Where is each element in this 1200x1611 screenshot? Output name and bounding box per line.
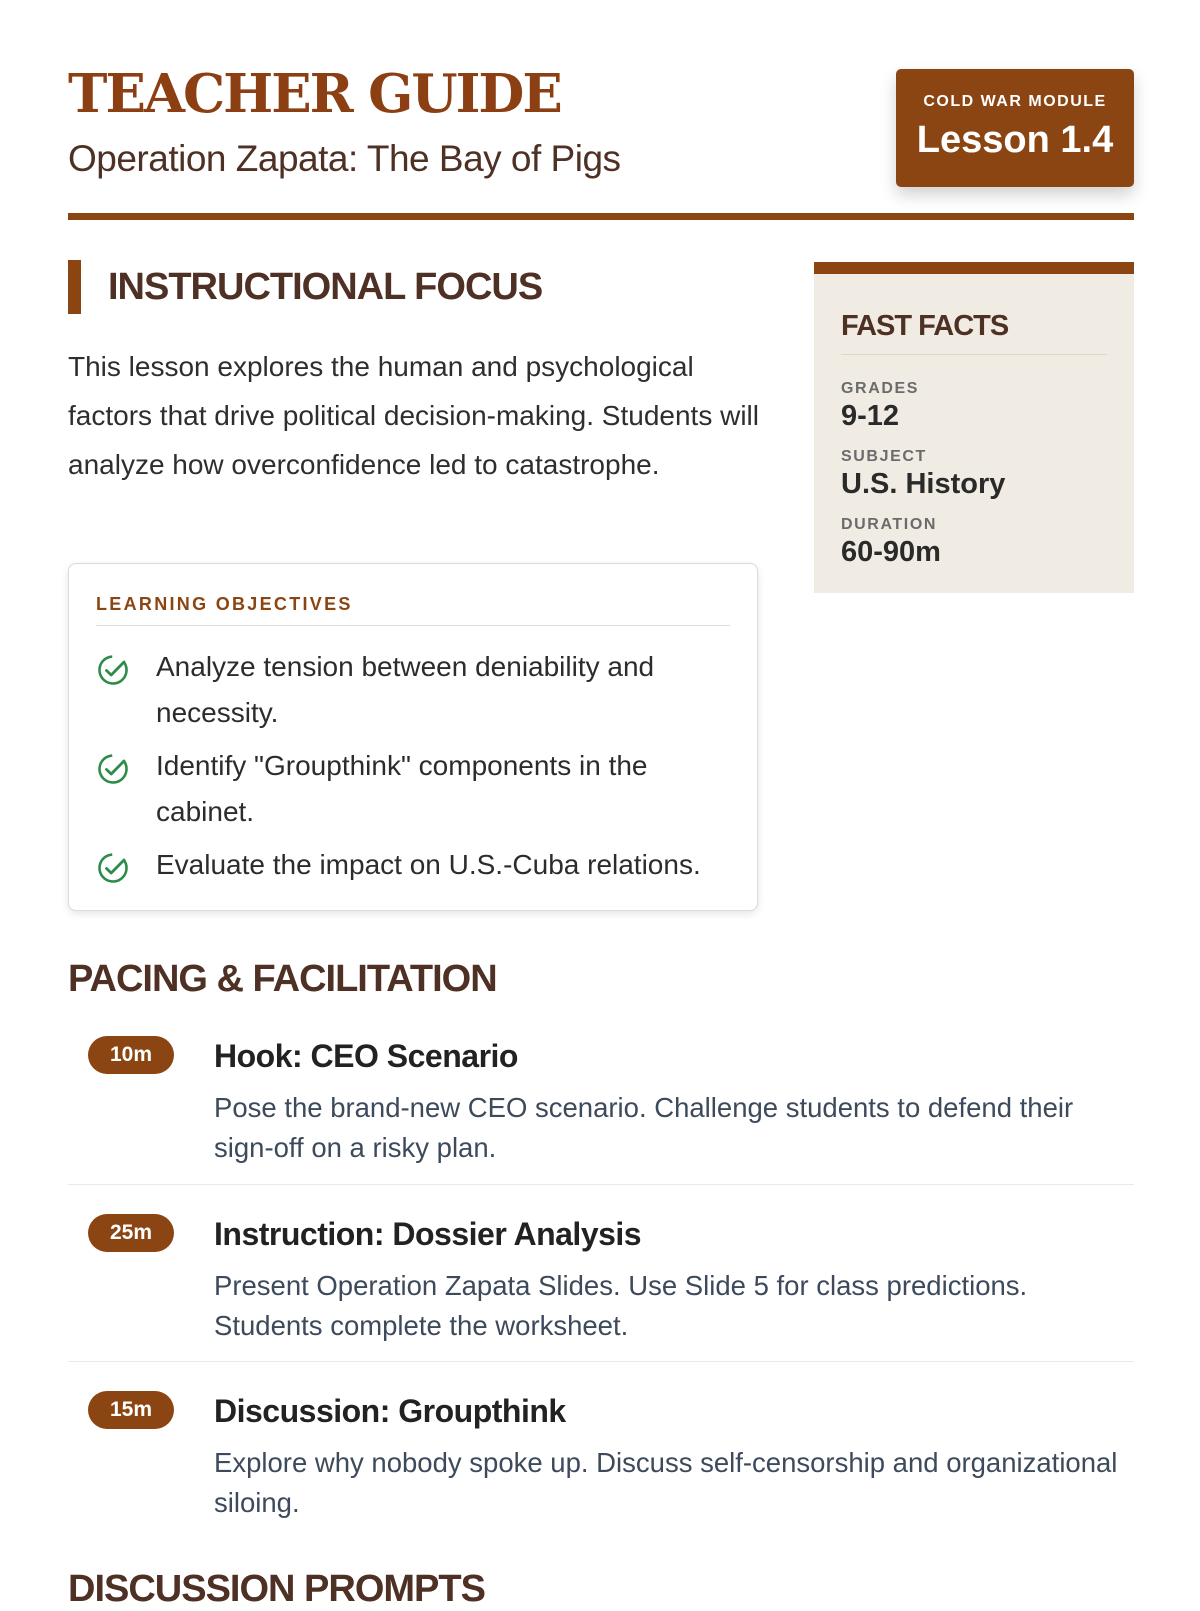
- step-description: Pose the brand-new CEO scenario. Challenge students to defend their sign-off on a risky plan.: [214, 1092, 1074, 1163]
- heading-accent-bar: [68, 260, 81, 314]
- header-divider: [68, 213, 1134, 220]
- pacing-heading: PACING & FACILITATION: [68, 958, 497, 1000]
- objective-item: [96, 743, 736, 835]
- objective-text: Evaluate the impact on U.S.-Cuba relations.: [156, 849, 701, 880]
- fast-facts-divider: [841, 354, 1107, 355]
- step-description: Present Operation Zapata Slides. Use Slide 5 for class predictions. Students complete the worksheet.: [214, 1270, 1028, 1341]
- lesson-number: Lesson 1.4: [916, 119, 1114, 161]
- step-divider: [68, 1184, 1134, 1185]
- objective-item: [96, 644, 736, 736]
- objective-text: Analyze tension between deniability and necessity.: [156, 651, 655, 728]
- instructional-focus-section: [68, 260, 760, 489]
- fast-facts-panel: [814, 262, 1134, 593]
- objective-text: Identify "Groupthink" components in the cabinet.: [156, 750, 648, 827]
- fact-value-subject: U.S. History: [841, 468, 1006, 500]
- objectives-list: [96, 644, 736, 895]
- check-circle-icon: [96, 653, 130, 687]
- fast-facts-accent-bar: [814, 262, 1134, 274]
- objectives-divider: [96, 625, 730, 626]
- check-circle-icon: [96, 851, 130, 885]
- learning-objectives-card: [68, 563, 758, 911]
- objective-item: [96, 842, 736, 888]
- fact-value-duration: 60-90m: [841, 536, 941, 568]
- check-circle-icon: [96, 752, 130, 786]
- page-subtitle: Operation Zapata: The Bay of Pigs: [68, 138, 621, 179]
- step-title: Discussion: Groupthink: [214, 1393, 566, 1429]
- time-badge: 15m: [88, 1391, 174, 1429]
- fact-value-grades: 9-12: [841, 400, 900, 432]
- focus-description: This lesson explores the human and psychological factors that drive political decision-making. Students will analyze how overconfidence led to catastrophe.: [68, 351, 759, 480]
- lesson-badge: [896, 69, 1134, 187]
- step-description: Explore why nobody spoke up. Discuss self-censorship and organizational siloing.: [214, 1447, 1118, 1518]
- fact-label-duration: DURATION: [841, 516, 938, 533]
- focus-heading-text: INSTRUCTIONAL FOCUS: [108, 266, 543, 308]
- objectives-heading: LEARNING OBJECTIVES: [96, 594, 353, 614]
- module-label: COLD WAR MODULE: [923, 93, 1107, 110]
- fact-label-grades: GRADES: [841, 380, 920, 397]
- fact-label-subject: SUBJECT: [841, 448, 927, 465]
- page-title: TEACHER GUIDE: [68, 63, 561, 125]
- step-divider: [68, 1361, 1134, 1362]
- fast-facts-title: FAST FACTS: [841, 310, 1009, 342]
- focus-heading: [68, 260, 760, 314]
- step-title: Hook: CEO Scenario: [214, 1038, 518, 1074]
- time-badge: 25m: [88, 1214, 174, 1252]
- time-badge: 10m: [88, 1036, 174, 1074]
- discussion-prompts-heading: DISCUSSION PROMPTS: [68, 1568, 485, 1610]
- step-title: Instruction: Dossier Analysis: [214, 1216, 642, 1252]
- guide-header: [68, 62, 1134, 222]
